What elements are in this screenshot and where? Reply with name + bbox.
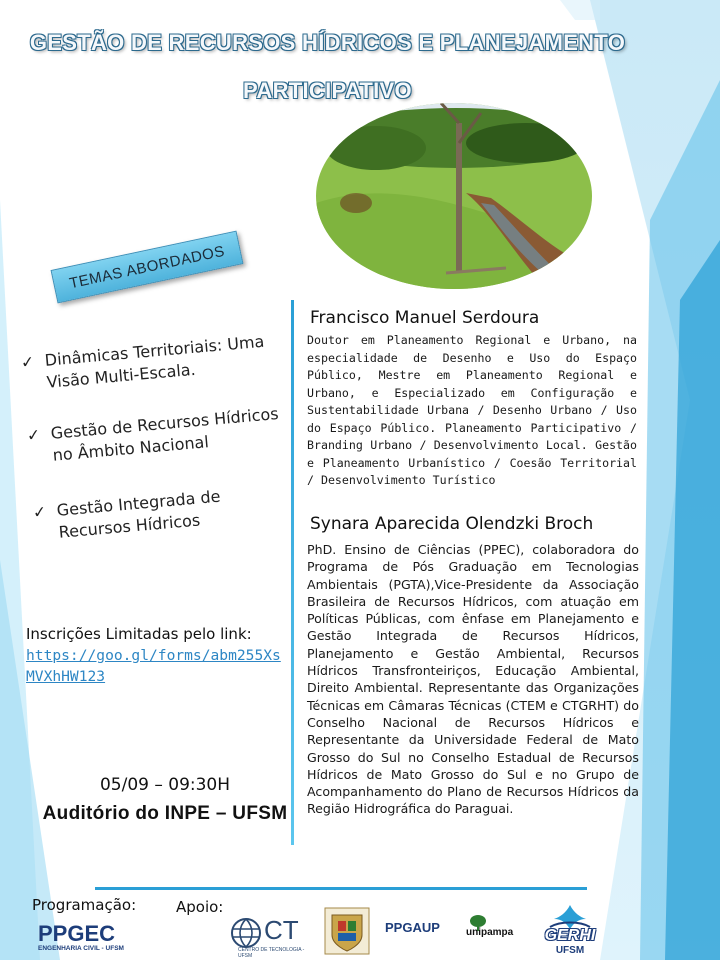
- registration-link[interactable]: https://goo.gl/forms/abm255XsMVXhHW123: [26, 647, 281, 685]
- title-line-1: GESTÃO DE RECURSOS HÍDRICOS E PLANEJAMENTO: [29, 30, 626, 55]
- event-datetime: 05/09 – 09:30H: [99, 775, 231, 795]
- checkmark-icon: ✓: [20, 351, 36, 372]
- checkmark-icon: ✓: [32, 501, 48, 522]
- ppgec-wordmark: [38, 922, 126, 944]
- ct-subtitle: CENTRO DE TECNOLOGIA - UFSM: [238, 947, 305, 959]
- apoio-label: Apoio:: [176, 898, 224, 916]
- unipampa-wordmark: unipampa: [466, 927, 514, 938]
- ppgec-subtitle: ENGENHARIA CIVIL - UFSM: [38, 945, 124, 952]
- ct-logo: [230, 913, 310, 957]
- topic-label: Dinâmicas Territoriais: Uma Visão Multi-Escala.: [43, 331, 266, 392]
- speaker-bio: Doutor em Planeamento Regional e Urbano, na especialidade de Desenho e Uso do Espaço Público, Mestre em Planeamento Regional e Urbano, e Especializado em Configuração e Sustentabilidade Urbana / Desenho Urbano / Uso do Espaço Público. Planeamento Participativo / Branding Urbano / Desenvolvimento Local. Gestão e Planeamento Urbanístico / Coesão Territorial / Desenvolvimento Turístico: [307, 333, 637, 487]
- ppgec-letters: PPGEC: [38, 922, 116, 944]
- programacao-label: Programação:: [32, 896, 137, 914]
- ct-wordmark: CT: [264, 915, 299, 945]
- gerhi-subtitle: UFSM: [555, 945, 585, 956]
- unipampa-logo: [458, 915, 518, 955]
- gerhi-logo: [540, 903, 600, 958]
- crest-logo: [324, 907, 370, 955]
- speaker-bio: PhD. Ensino de Ciências (PPEC), colaboradora do Programa de Pós Graduação em Tecnologias Ambientais (PGTA),Vice-Presidente da Associação Brasileira de Recursos Hídricos, com atuação em Políticas Públicas, com ênfase em Planejamento e Gestão Integrada de Recursos Hídricos, Planejamento e Gestão Ambiental, Recursos Hídricos Transfronteiriços, Educação Ambiental, Direito Ambiental. Representante das Organizações Técnicas em Câmaras Técnicas (CTEM e CTGRHT) do Conselho Nacional de Recursos Hídricos e Representante da Universidade Federal de Mato Grosso do Sul no Conselho Estadual de Recursos Hídricos de Mato Grosso do Sul e no Grupo de Acompanhamento do Plano de Recursos Hídricos da Região Hidrográfica do Paraguai.: [307, 542, 639, 817]
- gerhi-wordmark: GERHI: [544, 927, 596, 944]
- ppgaup-logo: PPGAUP: [385, 920, 440, 935]
- topics-badge: TEMAS ABORDADOS: [51, 231, 244, 304]
- event-venue: Auditório do INPE – UFSM: [42, 803, 288, 824]
- topic-label: Gestão Integrada de Recursos Hídricos: [55, 486, 222, 542]
- checkmark-icon: ✓: [26, 424, 42, 445]
- title-line-2: PARTICIPATIVO: [243, 78, 412, 103]
- ppgec-logo: [38, 922, 126, 958]
- vertical-divider: [291, 300, 294, 845]
- registration-label: Inscrições Limitadas pelo link:: [26, 625, 252, 643]
- speaker-name: Synara Aparecida Olendzki Broch: [310, 514, 594, 534]
- landscape-photo: [316, 103, 592, 289]
- globe-icon: [230, 917, 262, 949]
- topic-label: Gestão de Recursos Hídricos no Âmbito Nacional: [49, 403, 280, 465]
- speaker-name: Francisco Manuel Serdoura: [310, 308, 540, 328]
- footer-divider: [95, 887, 587, 890]
